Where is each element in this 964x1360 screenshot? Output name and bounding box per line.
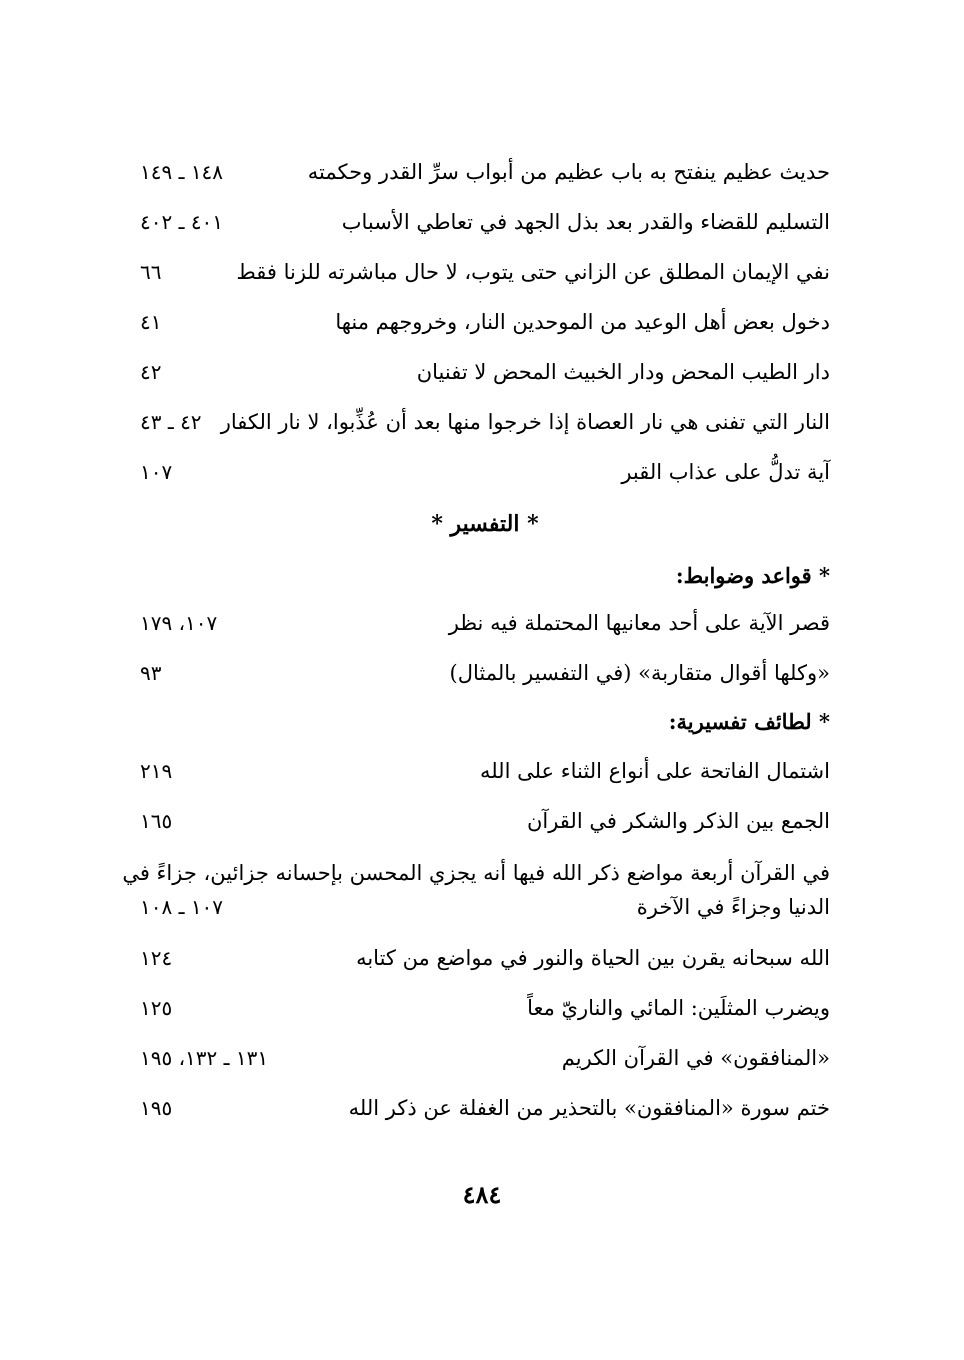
subsection-title: * قواعد وضوابط:: [675, 563, 830, 588]
entry-text: التسليم للقضاء والقدر بعد بذل الجهد في تعاطي الأسباب: [341, 210, 830, 234]
entry-pages: ١٦٥: [140, 809, 173, 833]
entry-text: ختم سورة «المنافقون» بالتحذير من الغفلة عن ذكر الله: [348, 1096, 830, 1120]
entry-line2: [140, 890, 830, 924]
entry-text-line1: في القرآن أربعة مواضع ذكر الله فيها أنه يجزي المحسن بإحسانه جزائين، جزاءً في: [122, 861, 830, 885]
entry-pages: ١٣١ ـ ١٣٢، ١٩٥: [140, 1046, 269, 1070]
entry-pages: ١٠٧: [140, 460, 173, 484]
entry-text: دخول بعض أهل الوعيد من الموحدين النار، وخروجهم منها: [335, 310, 830, 334]
entry-text: قصر الآية على أحد معانيها المحتملة فيه نظر: [448, 611, 830, 635]
entry-text: دار الطيب المحض ودار الخبيث المحض لا تفنيان: [416, 360, 830, 384]
entry-text: «المنافقون» في القرآن الكريم: [561, 1046, 830, 1070]
entry-text: حديث عظيم ينفتح به باب عظيم من أبواب سرِّ القدر وحكمته: [307, 160, 830, 184]
index-entry-multiline: [122, 856, 830, 924]
subsection-title: * لطائف تفسيرية:: [668, 709, 830, 734]
entry-text: الله سبحانه يقرن بين الحياة والنور في مواضع من كتابه: [356, 946, 830, 970]
section-heading: * التفسير *: [431, 511, 539, 537]
entry-pages: ٤٢: [140, 360, 162, 384]
entry-pages: ٢١٩: [140, 759, 173, 783]
entry-pages: ٤٢ ـ ٤٣: [140, 410, 202, 434]
entry-text-line2: الدنيا وجزاءً في الآخرة: [636, 895, 830, 919]
entry-text: ويضرب المثلَين: المائي والناريّ معاً: [527, 996, 830, 1020]
entry-text: النار التي تفنى هي نار العصاة إذا خرجوا منها بعد أن عُذِّبوا، لا نار الكفار: [220, 410, 830, 434]
entry-pages: ٤١: [140, 310, 162, 334]
entry-pages: ١٠٧، ١٧٩: [140, 611, 218, 635]
entry-text: الجمع بين الذكر والشكر في القرآن: [526, 809, 830, 833]
entry-text: اشتمال الفاتحة على أنواع الثناء على الله: [479, 759, 830, 783]
entry-pages: ١٠٧ ـ ١٠٨: [140, 895, 224, 919]
page-number: ٤٨٤: [462, 1180, 502, 1209]
entry-text: نفي الإيمان المطلق عن الزاني حتى يتوب، لا حال مباشرته للزنا فقط: [236, 260, 830, 284]
entry-text: آية تدلُّ على عذاب القبر: [621, 460, 830, 484]
entry-pages: ٦٦: [140, 260, 162, 284]
entry-text: «وكلها أقوال متقاربة» (في التفسير بالمثال): [449, 661, 830, 685]
entry-pages: ١٤٨ ـ ١٤٩: [140, 160, 224, 184]
entry-pages: ٩٣: [140, 661, 162, 685]
entry-pages: ١٩٥: [140, 1096, 173, 1120]
entry-pages: ٤٠١ ـ ٤٠٢: [140, 210, 224, 234]
entry-pages: ١٢٥: [140, 996, 173, 1020]
entry-pages: ١٢٤: [140, 946, 173, 970]
